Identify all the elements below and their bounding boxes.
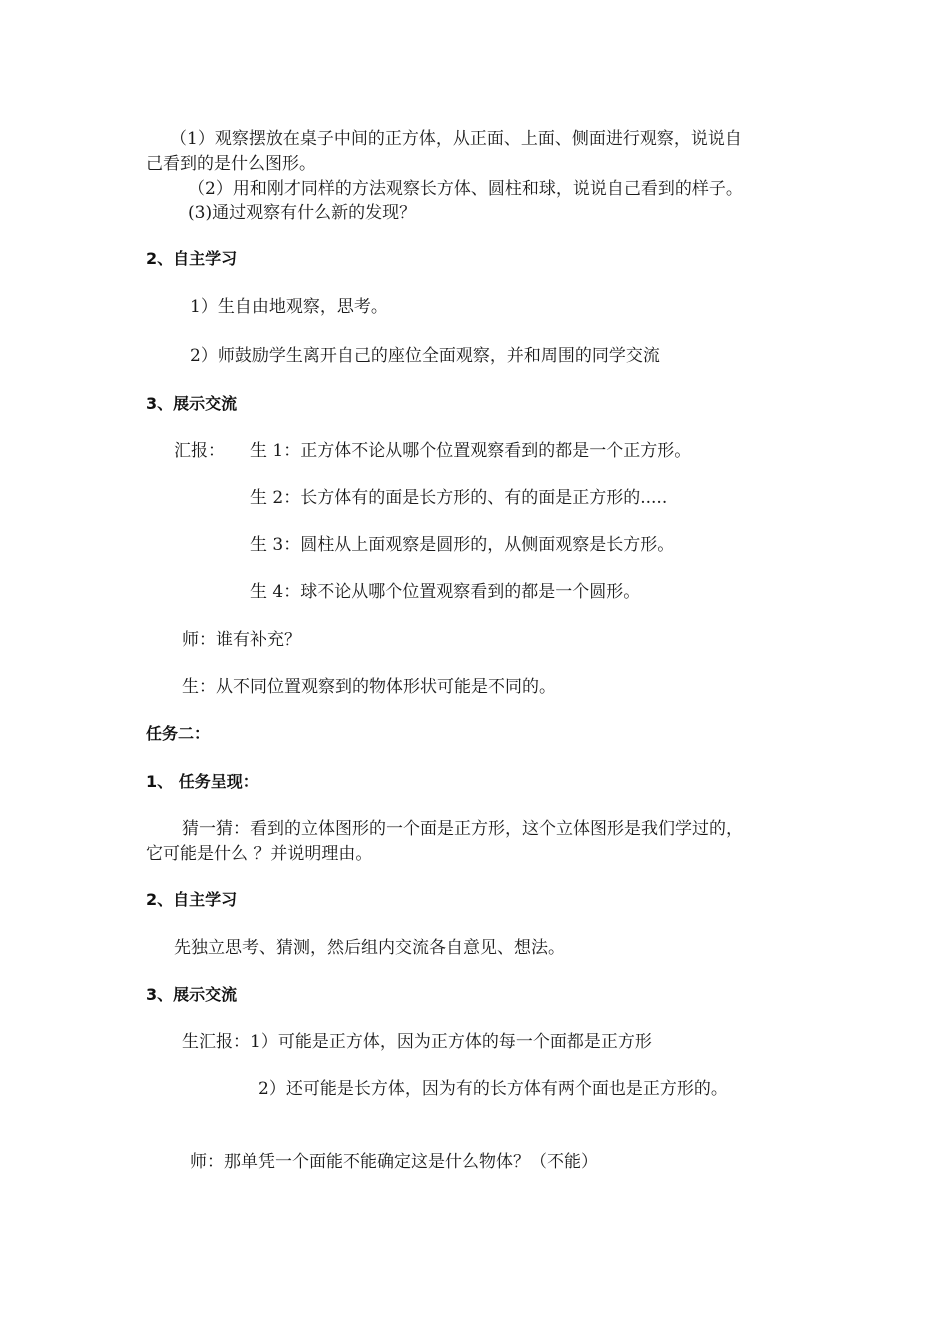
- heading-self-study-2: 2、自主学习: [146, 890, 238, 909]
- self-study-item-2: 2）师鼓励学生离开自己的座位全面观察，并和周围的同学交流: [190, 346, 660, 366]
- report-item-2: 生 2：长方体有的面是长方形的、有的面是正方形的.....: [250, 488, 668, 508]
- paragraph-observe-cube-line1: （1）观察摆放在桌子中间的正方体，从正面、上面、侧面进行观察，说说自: [170, 129, 742, 149]
- heading-show-exchange-1: 3、展示交流: [146, 394, 238, 413]
- heading-show-exchange-2: 3、展示交流: [146, 985, 238, 1004]
- student-conclusion-1: 生：从不同位置观察到的物体形状可能是不同的。: [182, 677, 556, 697]
- report-item-1: 生 1：正方体不论从哪个位置观察看到的都是一个正方形。: [250, 441, 692, 461]
- paragraph-observe-cube-line2: 己看到的是什么图形。: [146, 154, 316, 174]
- student-report-2: 2）还可能是长方体，因为有的长方体有两个面也是正方形的。: [258, 1079, 728, 1099]
- heading-task-present: 1、 任务呈现：: [146, 772, 259, 791]
- report-item-3: 生 3：圆柱从上面观察是圆形的，从侧面观察是长方形。: [250, 535, 675, 555]
- report-label: 汇报：: [174, 441, 225, 461]
- heading-self-study-1: 2、自主学习: [146, 249, 238, 268]
- self-study-item-3: 先独立思考、猜测，然后组内交流各自意见、想法。: [174, 938, 565, 958]
- paragraph-new-discovery: (3)通过观察有什么新的发现？: [188, 203, 417, 223]
- self-study-item-1: 1）生自由地观察，思考。: [190, 297, 388, 317]
- heading-task-two: 任务二：: [146, 724, 211, 743]
- report-item-4: 生 4：球不论从哪个位置观察看到的都是一个圆形。: [250, 582, 641, 602]
- guess-paragraph-line2: 它可能是什么 ？并说明理由。: [146, 844, 373, 864]
- teacher-question-1: 师：谁有补充？: [182, 630, 301, 650]
- student-report-1: 生汇报：1）可能是正方体，因为正方体的每一个面都是正方形: [182, 1032, 652, 1052]
- guess-paragraph-line1: 猜一猜：看到的立体图形的一个面是正方形，这个立体图形是我们学过的，: [182, 819, 743, 839]
- paragraph-observe-other-shapes: （2）用和刚才同样的方法观察长方体、圆柱和球，说说自己看到的样子。: [188, 179, 743, 199]
- teacher-question-2: 师：那单凭一个面能不能确定这是什么物体？（不能）: [190, 1152, 598, 1172]
